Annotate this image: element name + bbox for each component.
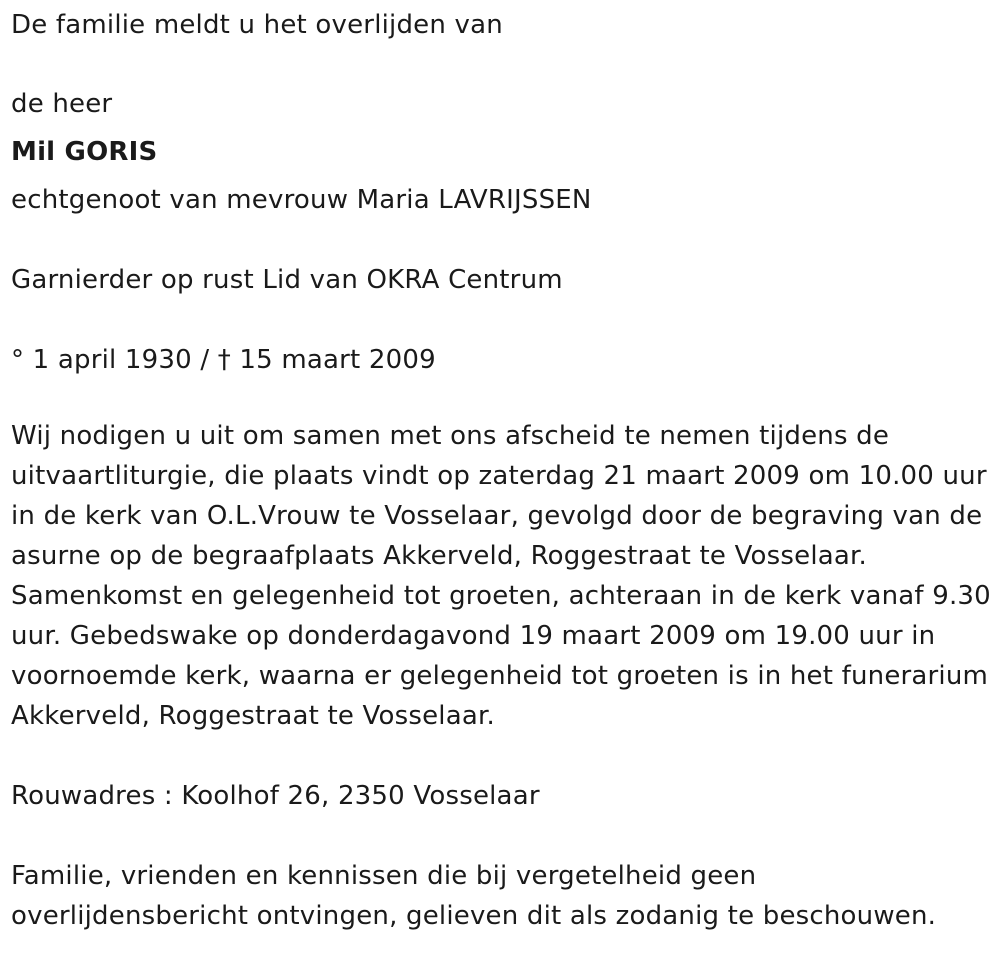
death-notice	[11, 0, 991, 936]
funeral-details: Wij nodigen u uit om samen met ons afscheid te nemen tijdens de uitvaartliturgie, die plaats vindt op zaterdag 21 maart 2009 om 10.00 uur in de kerk van O.L.Vrouw te Vosselaar, gevolgd door de begraving van de asurne op de begraafplaats Akkerveld, Roggestraat te Vosselaar. Samenkomst en gelegenheid tot groeten, achteraan in de kerk vanaf 9.30 uur. Gebedswake op donderdagavond 19 maart 2009 om 19.00 uur in voornoemde kerk, waarna er gelegenheid tot groeten is in het funerarium Akkerveld, Roggestraat te Vosselaar.	[11, 421, 991, 731]
spacer	[11, 384, 991, 416]
spacer	[11, 50, 991, 80]
spacer	[11, 224, 991, 256]
mourning-address: Rouwadres : Koolhof 26, 2350 Vosselaar	[11, 781, 540, 811]
spacer	[11, 816, 991, 856]
deceased-name: Mil GORIS	[11, 137, 158, 167]
occupation-line: Garnierder op rust Lid van OKRA Centrum	[11, 265, 563, 295]
salutation: de heer	[11, 89, 113, 119]
spouse-line: echtgenoot van mevrouw Maria LAVRIJSSEN	[11, 185, 592, 215]
dates-line: ° 1 april 1930 / † 15 maart 2009	[11, 345, 436, 375]
intro-text: De familie meldt u het overlijden van	[11, 10, 503, 40]
spacer	[11, 304, 991, 336]
spacer	[11, 736, 991, 776]
closing-note: Familie, vrienden en kennissen die bij vergetelheid geen overlijdensbericht ontvingen, gelieven dit als zodanig te beschouwen.	[11, 861, 937, 931]
